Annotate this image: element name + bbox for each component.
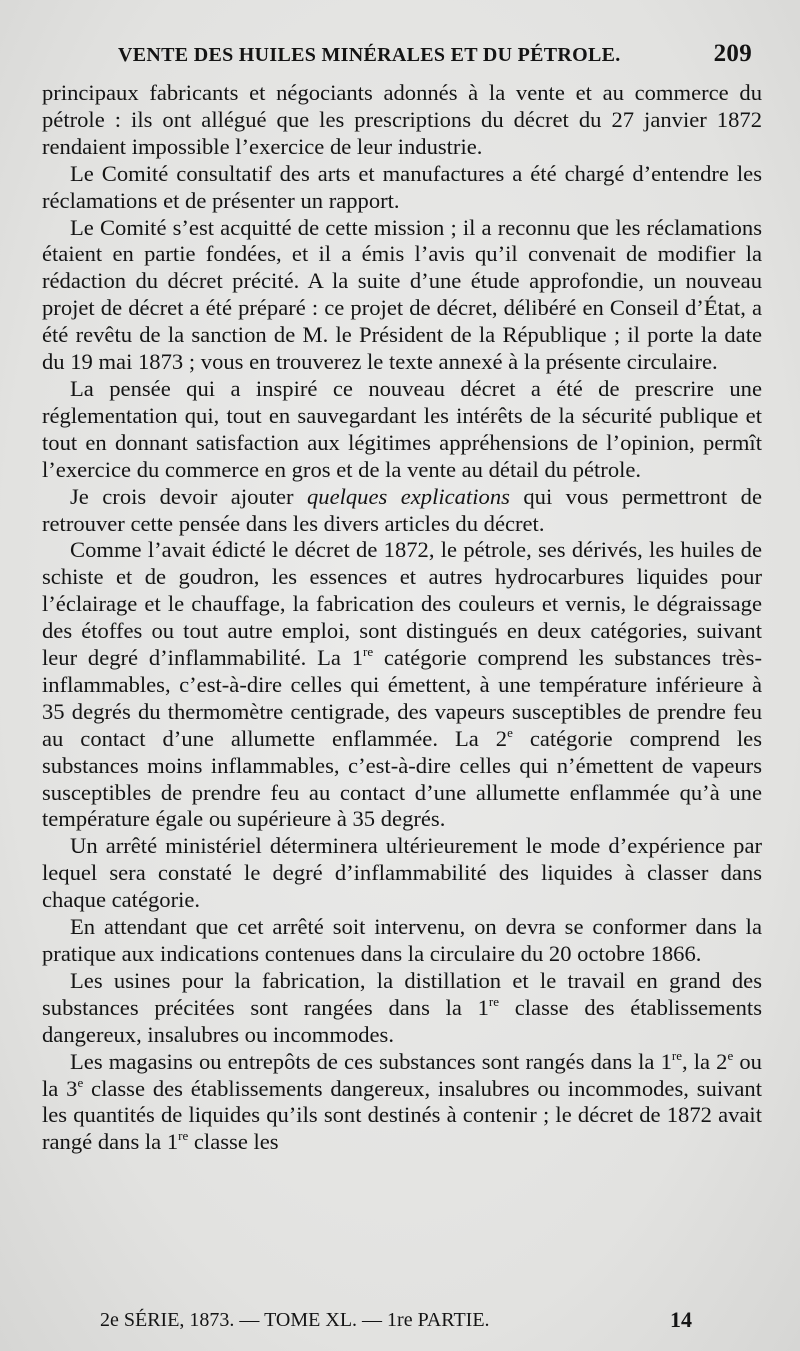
paragraph (42, 968, 762, 1049)
running-head (118, 38, 758, 72)
text-run: classe des établissements dangereux, insalubres ou incommodes, suivant les quantités de liquides qu’ils sont destinés à contenir ; le décret de 1872 avait rangé dans la 1 (42, 1075, 762, 1155)
superscript: re (488, 993, 500, 1009)
text-run: , la 2 (681, 1048, 728, 1074)
text-run: La pensée qui a inspiré ce nouveau décret a été de prescrire une réglementation qui, tout en sauvegardant les intérêts de la sécurité publique et tout en donnant satisfaction aux légitimes appréhensions de l’opinion, permît l’exercice du commerce en gros et de la vente au détail du pétrole. (42, 375, 762, 482)
text-run: Comme l’avait édicté le décret de 1872, le pétrole, ses dérivés, les huiles de schiste et de goudron, les essences et autres hydrocarbures liquides pour l’éclairage et le chauffage, la fabrication des couleurs et vernis, le dégraissage des étoffes ou tout autre emploi, sont distingués en deux catégories, suivant leur degré d’inflammabilité. La 1 (42, 537, 762, 671)
text-run: Le Comité consultatif des arts et manufactures a été chargé d’entendre les réclamations et de présenter un rapport. (42, 160, 762, 213)
paragraph (42, 537, 762, 833)
superscript: e (507, 724, 513, 740)
text-run: principaux fabricants et négociants adonnés à la vente et au commerce du pétrole : ils ont allégué que les prescriptions du décret du 27 janvier 1872 rendaient impossible l’exercice de leur industrie. (42, 80, 762, 159)
text-run: En attendant que cet arrêté soit intervenu, on devra se conformer dans la pratique aux indications contenues dans la circulaire du 20 octobre 1866. (42, 914, 762, 966)
superscript: re (363, 644, 374, 660)
superscript: e (77, 1074, 84, 1090)
text-run: qui vous permettront de retrouver cette pensée dans les divers articles du décret. (42, 483, 762, 536)
paragraph (42, 1049, 762, 1157)
paragraph (42, 215, 762, 376)
paragraph (42, 833, 762, 914)
paragraph (42, 914, 762, 968)
text-run: Les usines pour la fabrication, la distillation et le travail en grand des substances précitées sont rangées dans la 1 (42, 967, 762, 1020)
superscript: re (178, 1128, 189, 1144)
running-title: VENTE DES HUILES MINÉRALES ET DU PÉTROLE. (118, 44, 621, 66)
paragraph (42, 484, 762, 538)
text-run: catégorie comprend les substances très-inflammables, c’est-à-dire celles qui émettent, à une température inférieure à 35 degrés du thermomètre centigrade, des vapeurs susceptibles de prendre feu au contact d’une allumette enflammée. La 2 (42, 645, 762, 751)
footer-signature-mark: 14 (670, 1307, 692, 1332)
text-run: ou la 3 (42, 1048, 762, 1101)
italic-text: quelques explications (306, 483, 510, 509)
text-run: Je crois devoir ajouter (70, 483, 307, 509)
text-run: Un arrêté ministériel déterminera ultérieurement le mode d’expérience par lequel sera constaté le degré d’inflammabilité des liquides à classer dans chaque catégorie. (42, 833, 762, 913)
text-run: Les magasins ou entrepôts de ces substances sont rangés dans la 1 (70, 1048, 672, 1074)
paragraph (42, 80, 762, 161)
superscript: re (671, 1047, 682, 1063)
text-run: catégorie comprend les substances moins inflammables, c’est-à-dire celles qui n’émettent de vapeurs susceptibles de prendre feu au contact d’une allumette enflammée qu’à une température égale ou supérieure à 35 degrés. (42, 725, 762, 832)
text-run: classe des établissements dangereux, insalubres ou incommodes. (42, 994, 763, 1047)
paragraph (42, 376, 762, 484)
body-text (42, 80, 762, 1156)
footer-series-info: 2e SÉRIE, 1873. — TOME XL. — 1re PARTIE. (100, 1309, 490, 1331)
page-number: 209 (713, 40, 752, 67)
superscript: e (727, 1047, 734, 1063)
paragraph (42, 161, 762, 215)
page-footer (100, 1303, 700, 1337)
text-run: classe les (188, 1129, 279, 1155)
text-run: Le Comité s’est acquitté de cette mission ; il a reconnu que les réclamations étaient en partie fondées, et il a émis l’avis qu’il convenait de modifier la rédaction du décret précité. A la suite d’une étude approfondie, un nouveau projet de décret a été préparé : ce projet de décret, délibéré en Conseil d’État, a été revêtu de la sanction de M. le Président de la République ; il porte la date du 19 mai 1873 ; vous en trouverez le texte annexé à la présente circulaire. (42, 214, 762, 375)
